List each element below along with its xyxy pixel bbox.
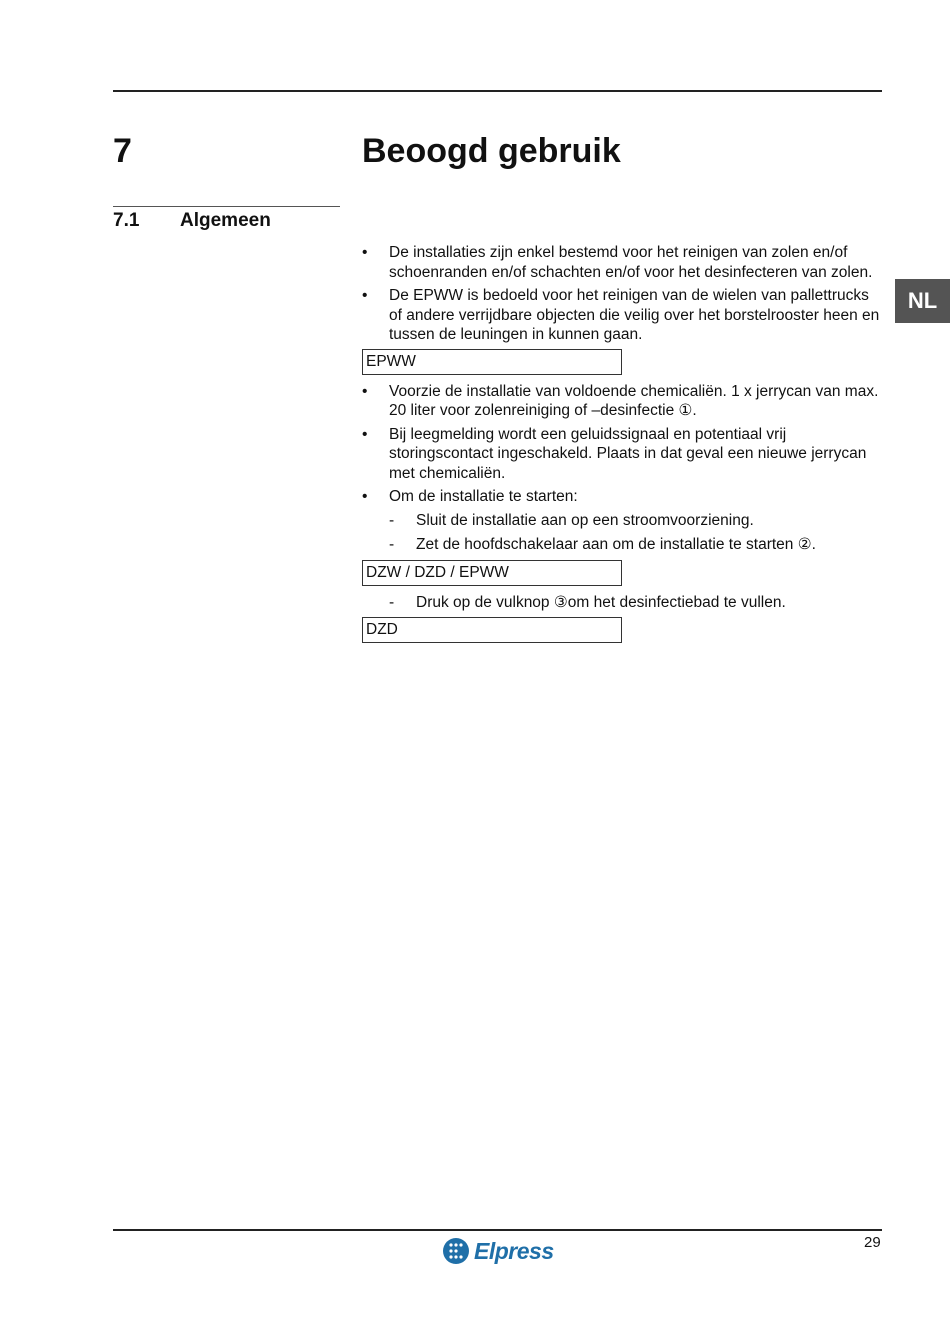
dash-mark: - <box>389 511 395 529</box>
language-tab: NL <box>895 279 950 323</box>
section-number: 7.1 <box>113 210 140 231</box>
sub-list-item-text: Zet de hoofdschakelaar aan om de installatie te starten ②. <box>416 536 816 553</box>
chapter-title: Beoogd gebruik <box>362 132 621 170</box>
bullet-mark: • <box>362 425 368 443</box>
list-item-text: Voorzie de installatie van voldoende chemicaliën. 1 x jerrycan van max. 20 liter voor zolenreiniging of –desinfectie ①. <box>389 382 879 419</box>
bullet-mark: • <box>362 488 368 505</box>
dash-mark: - <box>389 593 395 611</box>
list-item <box>362 487 882 507</box>
list-item <box>362 243 882 282</box>
sub-list-item <box>362 535 882 555</box>
dash-mark: - <box>389 536 395 553</box>
model-tag-epww: EPWW <box>362 349 622 375</box>
section-rule <box>113 206 340 207</box>
list-item <box>362 382 882 421</box>
model-tag-dzw-dzd-epww: DZW / DZD / EPWW <box>362 560 622 586</box>
footer-rule <box>113 1229 882 1231</box>
sub-list-item <box>362 593 882 613</box>
chapter-number: 7 <box>113 132 132 170</box>
header-rule <box>113 90 882 92</box>
sub-list-item <box>362 511 882 531</box>
brand-name: Elpress <box>474 1237 554 1264</box>
sub-list-item-text: Sluit de installatie aan op een stroomvoorziening. <box>416 511 754 529</box>
model-tag-dzd: DZD <box>362 617 622 643</box>
list-item-text: Om de installatie te starten: <box>389 488 578 505</box>
list-item-text: De installaties zijn enkel bestemd voor het reinigen van zolen en/of schoenranden en/of schachten en/of voor het desinfecteren van zolen. <box>389 244 873 281</box>
bullet-mark: • <box>362 244 368 261</box>
section-title: Algemeen <box>180 210 271 231</box>
list-item-text: De EPWW is bedoeld voor het reinigen van de wielen van pallettrucks of andere verrijdbare objecten die veilig over het borstelrooster heen en tussen de leuningen in kunnen gaan. <box>389 287 880 343</box>
list-item <box>362 425 882 484</box>
elpress-logo-icon <box>442 1237 470 1265</box>
brand-logo <box>442 1236 554 1266</box>
page-number: 29 <box>864 1234 881 1251</box>
bullet-mark: • <box>362 287 368 304</box>
body-content <box>362 243 882 650</box>
sub-list-item-text: Druk op de vulknop ③om het desinfectiebad te vullen. <box>416 593 786 611</box>
list-item <box>362 286 882 345</box>
list-item-text: Bij leegmelding wordt een geluidssignaal en potentiaal vrij storingscontact ingeschakeld. Plaats in dat geval een nieuwe jerrycan met chemicaliën. <box>389 425 867 482</box>
bullet-mark: • <box>362 382 368 400</box>
